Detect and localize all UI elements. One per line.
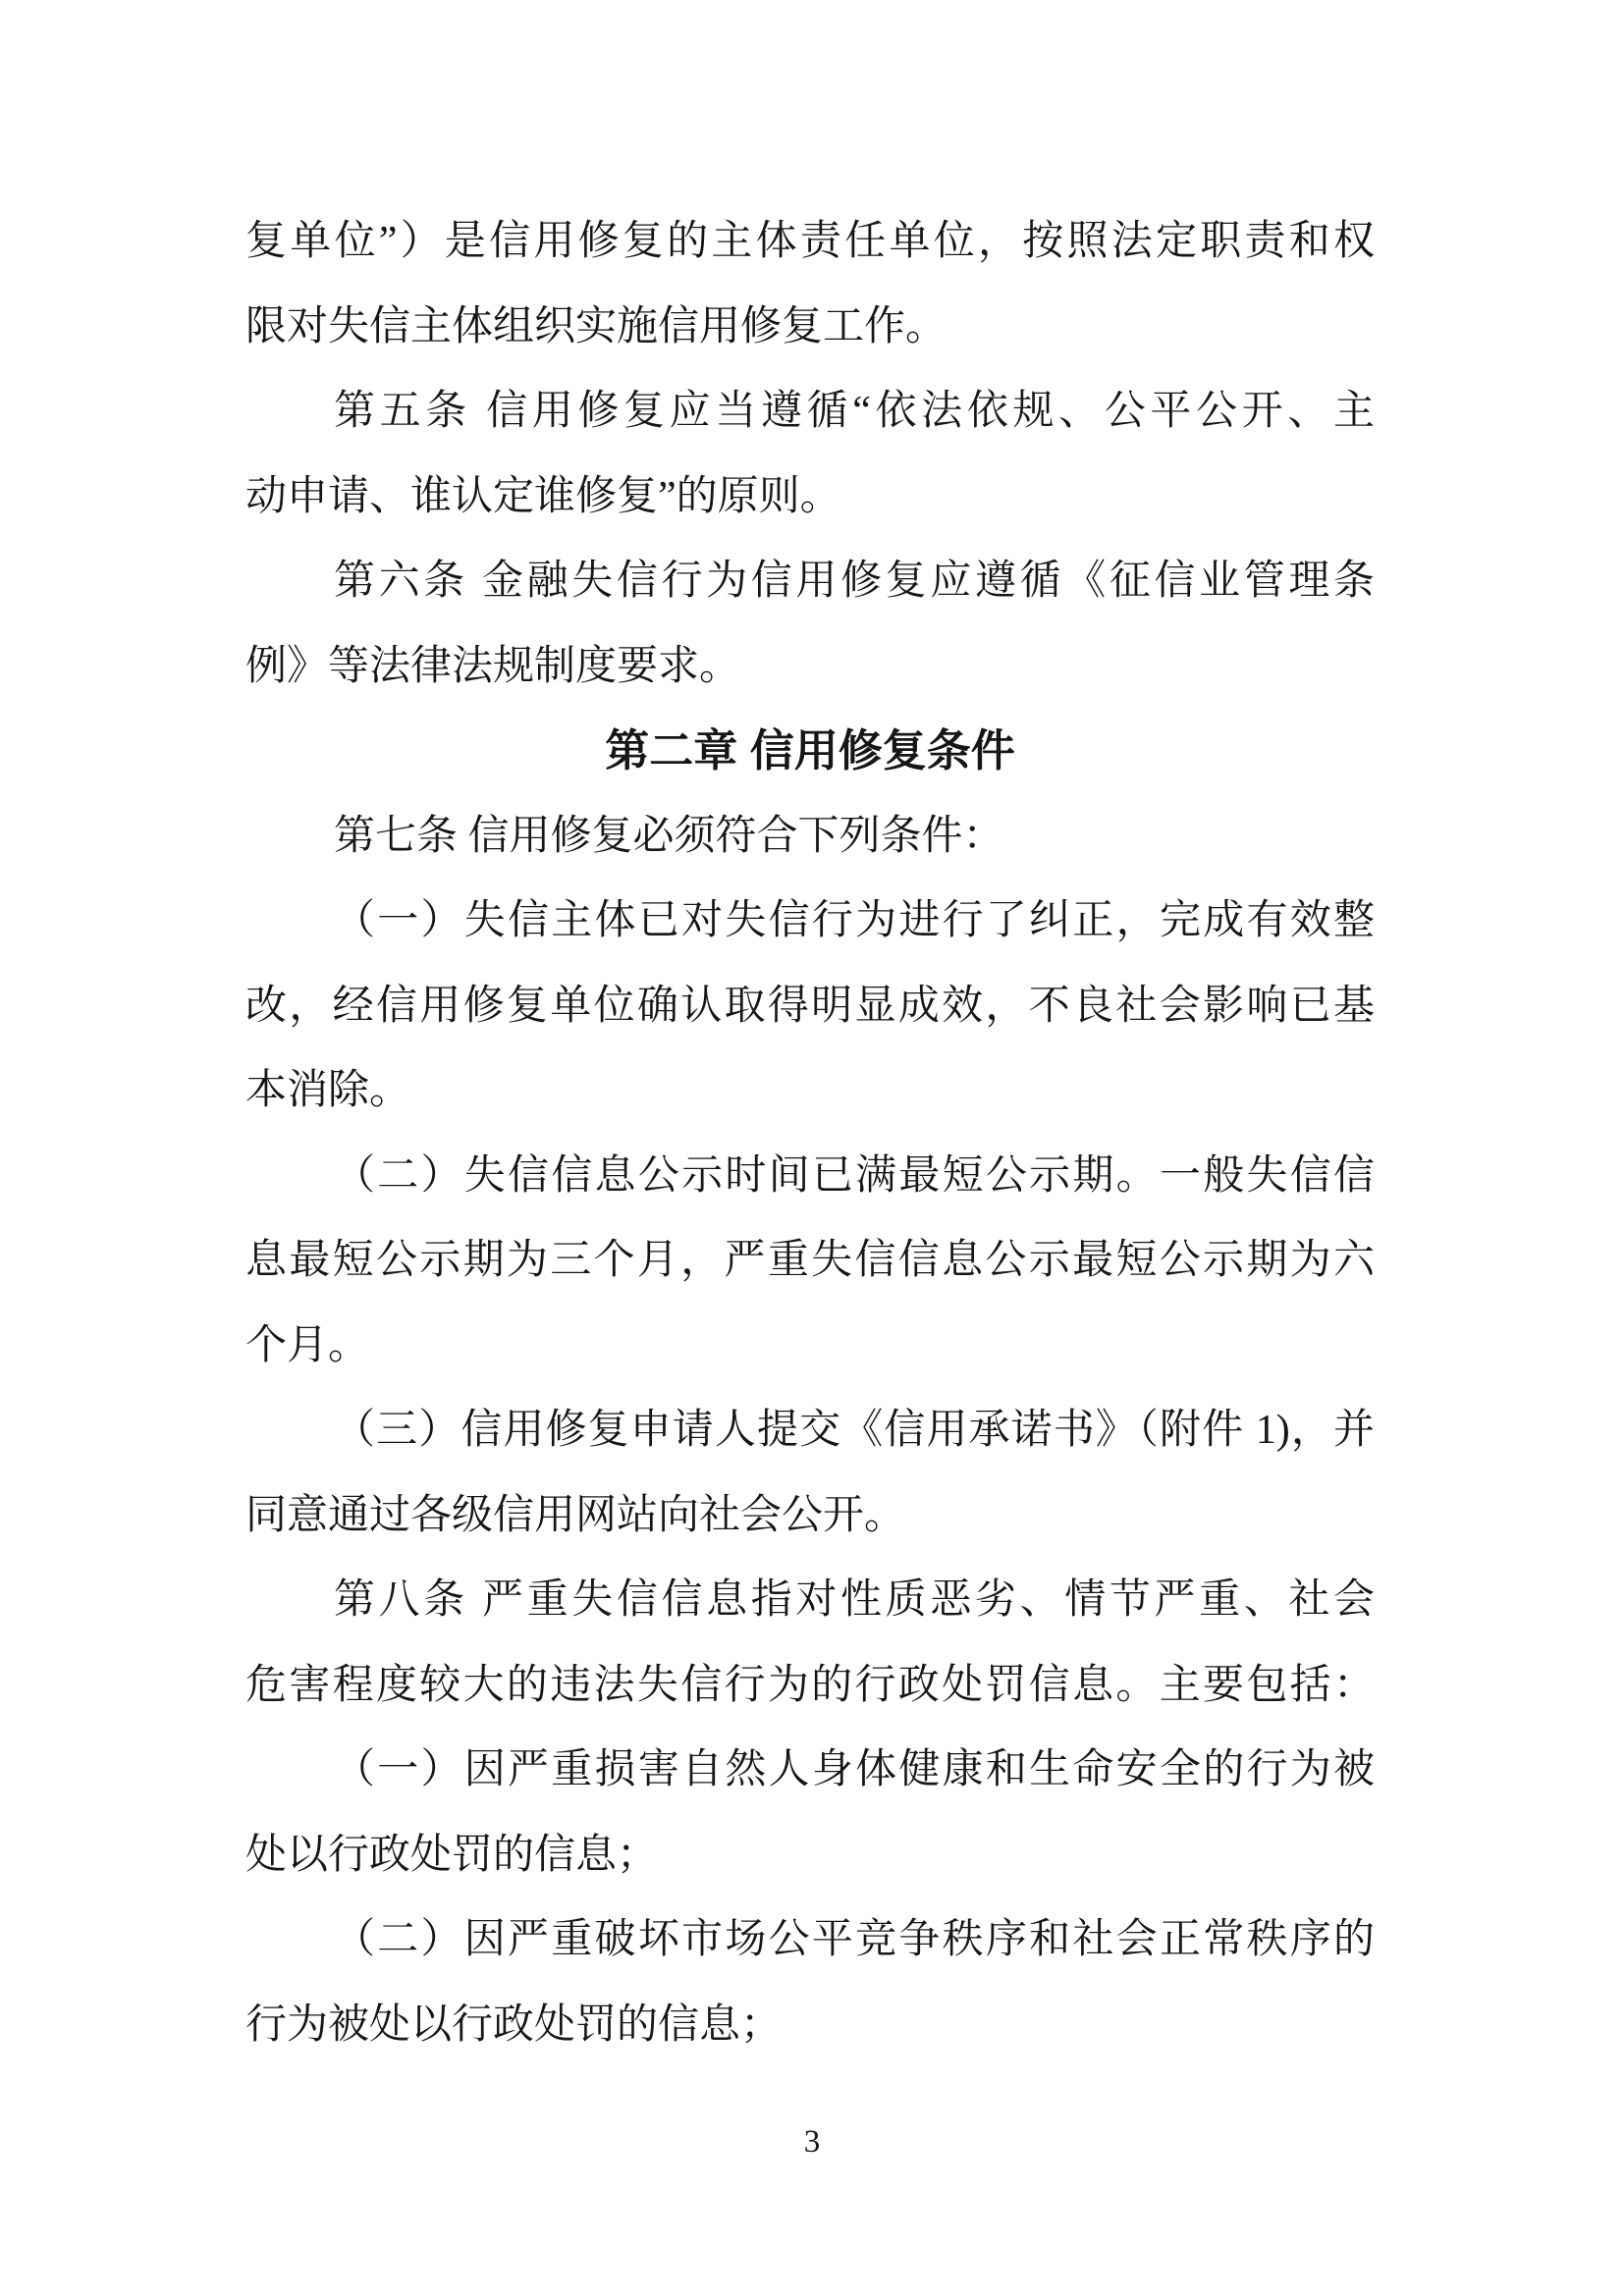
doc-line: 处以行政处罚的信息； — [245, 1832, 659, 1878]
doc-line: 个月。 — [245, 1322, 370, 1368]
doc-line: 行为被处以行政处罚的信息； — [245, 2002, 783, 2048]
doc-line: 本消除。 — [245, 1068, 411, 1113]
page-number: 3 — [803, 2124, 821, 2160]
document-body — [245, 199, 1375, 2067]
doc-line: 息最短公示期为三个月，严重失信信息公示最短公示期为六 — [245, 1238, 1375, 1283]
doc-line: 动申请、谁认定谁修复”的原则。 — [245, 473, 841, 519]
doc-line-item-1: （一）失信主体已对失信行为进行了纠正，完成有效整 — [334, 898, 1375, 943]
doc-line-item-3: （三）信用修复申请人提交《信用承诺书》（附件 1)，并 — [334, 1408, 1375, 1453]
doc-line-article-5: 第五条 信用修复应当遵循“依法依规、公平公开、主 — [334, 389, 1375, 434]
chapter-heading: 第二章 信用修复条件 — [605, 725, 1015, 775]
doc-line: 改，经信用修复单位确认取得明显成效，不良社会影响已基 — [245, 983, 1375, 1029]
doc-line-item-1b: （一）因严重损害自然人身体健康和生命安全的行为被 — [334, 1747, 1375, 1792]
doc-line: 例》等法律法规制度要求。 — [245, 643, 741, 689]
doc-line: 危害程度较大的违法失信行为的行政处罚信息。主要包括： — [245, 1662, 1375, 1708]
doc-line-article-7: 第七条 信用修复必须符合下列条件： — [334, 813, 1004, 859]
doc-line: 同意通过各级信用网站向社会公开。 — [245, 1492, 906, 1538]
doc-line-item-2b: （二）因严重破坏市场公平竞争秩序和社会正常秩序的 — [334, 1917, 1375, 1962]
doc-line: 限对失信主体组织实施信用修复工作。 — [245, 303, 947, 349]
doc-line-item-2: （二）失信信息公示时间已满最短公示期。一般失信信 — [334, 1152, 1375, 1199]
doc-line-article-6: 第六条 金融失信行为信用修复应遵循《征信业管理条 — [334, 559, 1375, 604]
doc-line: 复单位”）是信用修复的主体责任单位，按照法定职责和权 — [245, 219, 1375, 264]
doc-line-article-8: 第八条 严重失信信息指对性质恶劣、情节严重、社会 — [334, 1577, 1375, 1623]
